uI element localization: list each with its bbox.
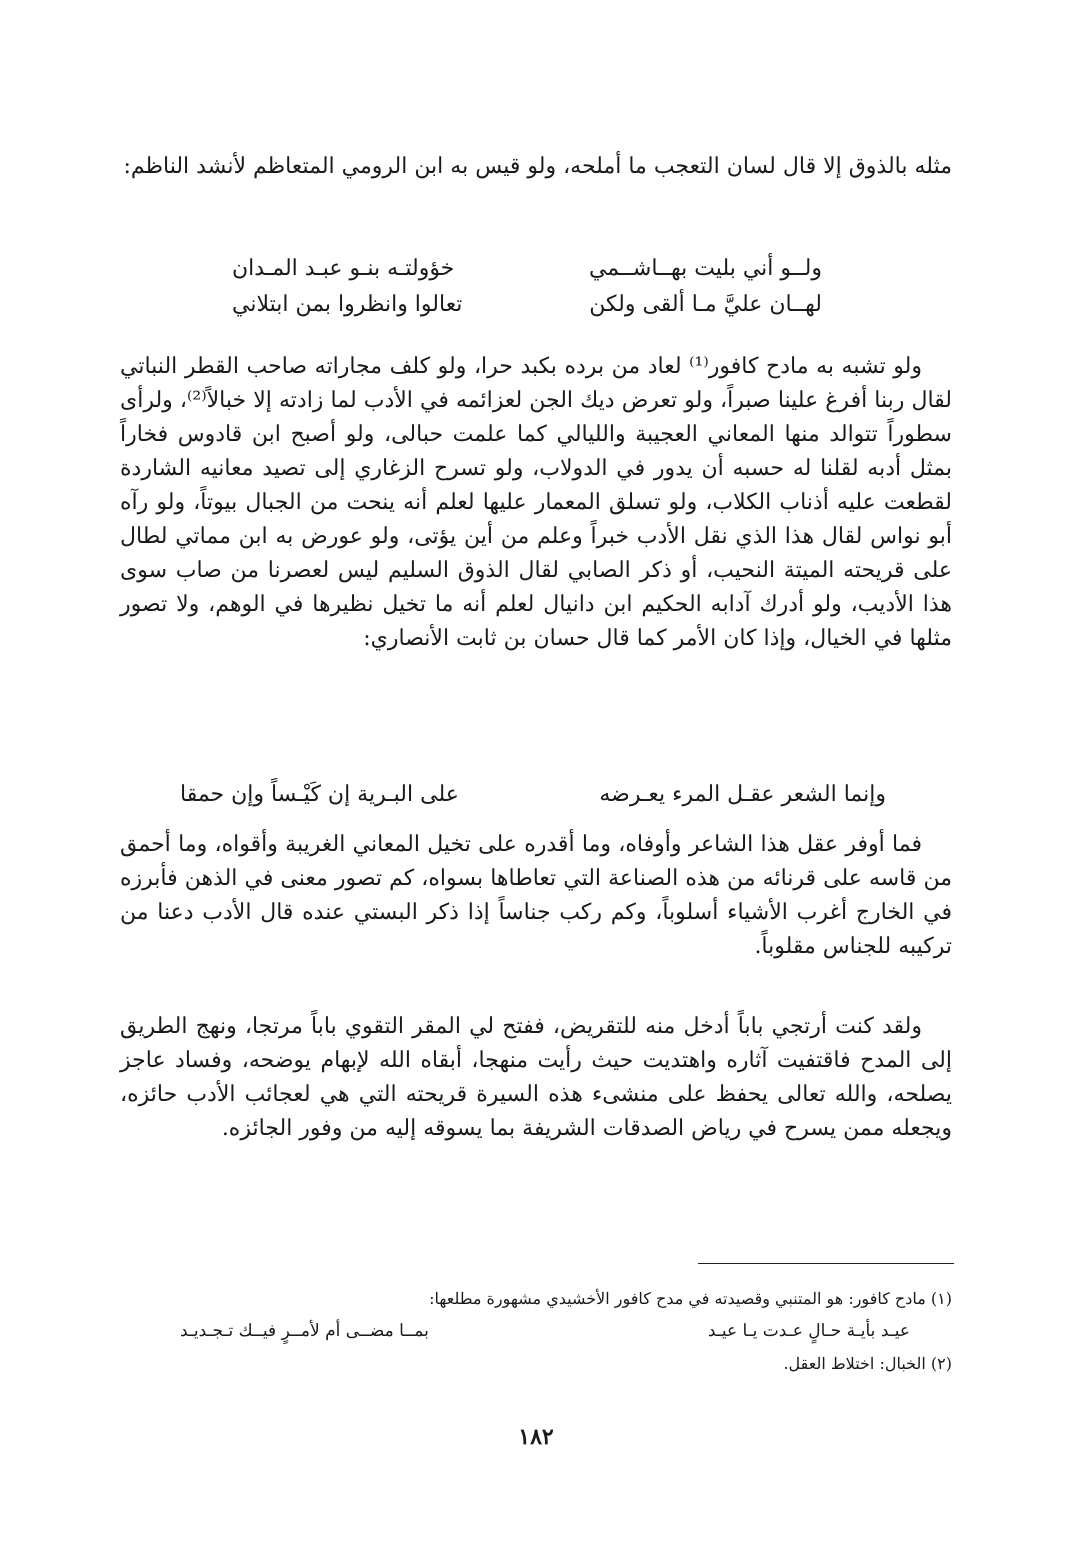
verse-1-second-hemistich: خؤولتـه بنـو عبـد المـدان (232, 256, 455, 281)
verse-3-second-hemistich: على البـرية إن كَيْـساً وإن حمقا (180, 782, 459, 807)
page-number: ١٨٢ (518, 1424, 554, 1450)
paragraph-closing: ولقد كنت أرتجي باباً أدخل منه للتقريض، ففتح لي المقر التقوي باباً مرتجا، ونهج الطريق إلى المدح فاقتفيت آثاره واهتديت حيث رأيت منهجا، أبقاه الله لإبهام يوضحه، وفساد عاجز يصلحه، والله تعالى يحفظ على منشىء هذه السيرة قريحته التي هي لعجائب الأدب حائزه، ويجعله ممن يسرح في رياض الصدقات الشريفة بما يسوقه إليه من وفور الجائزه. (120, 1014, 952, 1141)
footnote-verse-second-hemistich: بمــا مضــى أم لأمــرٍ فيــك تـجـديـد (180, 1321, 429, 1341)
verse-3-first-hemistich: وإنما الشعر عقـل المرء يعـرضه (599, 782, 886, 807)
footnote-2: (٢) الخبال: اختلاط العقل. (783, 1354, 952, 1373)
footnote-verse-first-hemistich: عيـد بأيـة حـالٍ عـدت يـا عيـد (707, 1321, 910, 1341)
paragraph-praise: ولو تشبه به مادح كافور⁽¹⁾ لعاد من برده بكبد حرا، ولو كلف مجاراته صاحب القطر النباتي لقال ربنا أفرغ علينا صبراً، ولو تعرض ديك الجن لعزائمه في الأدب لما زادته إلا خبالاً⁽²⁾، ولرأى سطوراً تتوالد منها المعاني العجيبة والليالي كما علمت حبالى، ولو أصبح ابن قادوس فخاراً بمثل أدبه لقلنا له حسبه أن يدور في الدولاب، ولو تسرح الزغاري إلى تصيد معانيه الشاردة لقطعت عليه أذناب الكلاب، ولو تسلق المعمار عليها لعلم أنه ينحت من الجبال بيوتاً، ولو رآه أبو نواس لقال هذا الذي نقل الأدب خبراً وعلم من أين يؤتى، ولو عورض به ابن مماتي لطال على قريحته الميتة النحيب، أو ذكر الصابي لقال الذوق السليم ليس لعصرنا من صاب سوى هذا الأديب، ولو أدرك آدابه الحكيم ابن دانيال لعلم أنه ما تخيل نظيرها في الوهم، ولا تصور مثلها في الخيال، وإذا كان الأمر كما قال حسان بن ثابت الأنصاري: (120, 354, 953, 651)
paragraph-poet: فما أوفر عقل هذا الشاعر وأوفاه، وما أقدره على تخيل المعاني الغريبة وأقواه، وما أحمق من قاسه على قرنائه من هذه الصناعة التي تعاطاها بسواه، كم تصور معنى في الذهن فأبرزه في الخارج أغرب الأشياء أسلوباً، وكم ركب جناساً إذا ذكر البستي عنده قال الأدب دعنا من تركيبه للجناس مقلوباً. (120, 832, 952, 959)
verse-1-first-hemistich: ولــو أني بليت بهــاشــمي (588, 256, 822, 281)
verse-2-first-hemistich: لهــان عليَّ مـا ألقى ولكن (589, 292, 822, 317)
footnote-1: (١) مادح كافور: هو المتنبي وقصيدته في مدح كافور الأخشيدي مشهورة مطلعها: (429, 1289, 952, 1308)
paragraph-intro: مثله بالذوق إلا قال لسان التعجب ما أملحه، ولو قيس به ابن الرومي المتعاظم لأنشد الناظم: (123, 154, 952, 179)
verse-2-second-hemistich: تعالوا وانظروا بمن ابتلاني (232, 292, 463, 317)
footnote-divider (698, 1263, 954, 1264)
